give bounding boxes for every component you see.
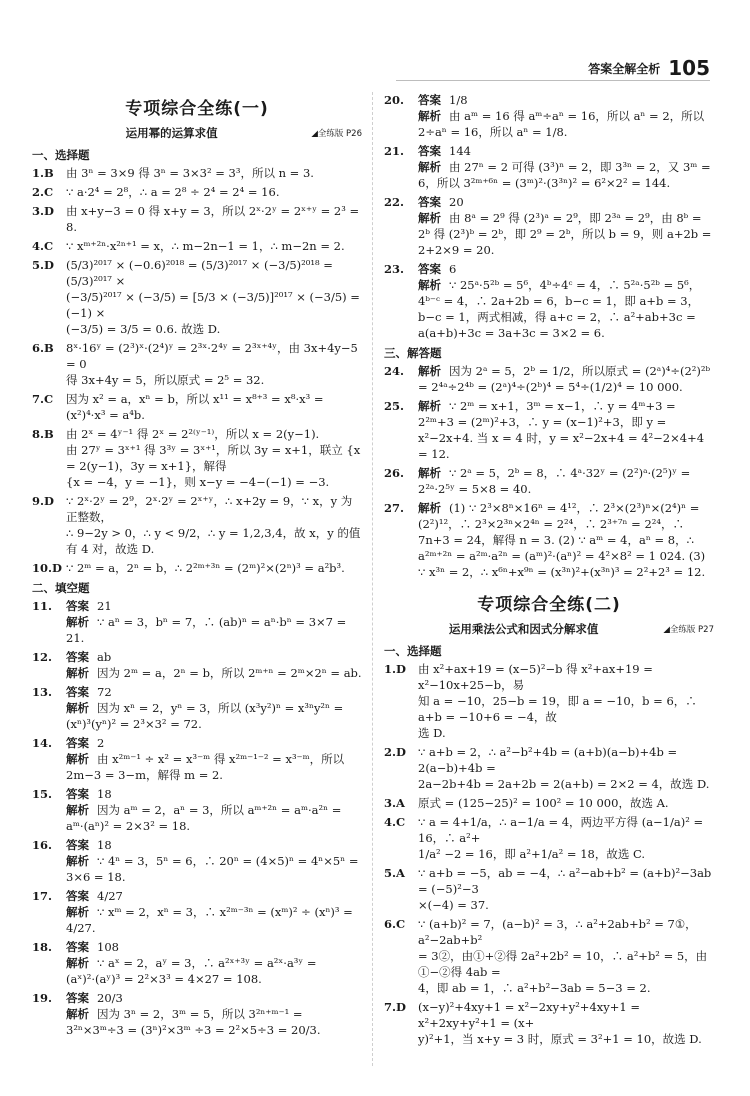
subtitle-1: 运用幂的运算求值 xyxy=(125,126,218,140)
explanation-label: 解析 xyxy=(66,905,89,919)
item-number: 27. xyxy=(384,501,405,515)
item-body xyxy=(66,837,362,885)
item-body xyxy=(66,560,362,576)
item-body xyxy=(418,500,714,580)
answer-line xyxy=(66,684,362,700)
item-number: 15. xyxy=(32,787,53,801)
item-number: 19. xyxy=(32,991,53,1005)
item-line: ∵ xᵐ⁺²ⁿ·x²ⁿ⁺¹ = x，∴ m−2n−1 = 1，∴ m−2n = 2. xyxy=(66,239,345,253)
answer-label: 答案 xyxy=(66,650,89,664)
item-body xyxy=(418,814,714,862)
item-number: 6.C xyxy=(384,917,406,931)
item-body xyxy=(66,391,362,423)
explanation-text: 因为 2ᵃ = 5，2ᵇ = 1/2，所以原式 = (2ᵃ)⁴÷(2²)²ᵇ = 2⁴ᵃ÷2⁴ᵇ = (2ᵃ)⁴÷(2ᵇ)⁴ = 5⁴÷(1/2)⁴ = 10 000. xyxy=(418,364,711,394)
section-heading: 一、选择题 xyxy=(32,148,90,162)
answer-item xyxy=(384,865,714,913)
item-line: 由 3ⁿ = 3×9 得 3ⁿ = 3×3² = 3³，所以 n = 3. xyxy=(66,166,314,180)
answer-item xyxy=(384,143,714,191)
left-sections xyxy=(32,147,362,1038)
item-line: y)²+1，当 x+y = 3 时，原式 = 3²+1 = 10，故选 D. xyxy=(418,1032,702,1046)
section-heading: 三、解答题 xyxy=(384,346,442,360)
answer-line xyxy=(418,92,714,108)
explanation-label: 解析 xyxy=(66,752,89,766)
item-number: 12. xyxy=(32,650,53,664)
answer-label: 答案 xyxy=(66,736,89,750)
answer-item xyxy=(384,744,714,792)
item-line: ∵ a+b = 2，∴ a²−b²+4b = (a+b)(a−b)+4b = 2(a−b)+4b = xyxy=(418,745,678,775)
item-number: 7.C xyxy=(32,392,54,406)
item-line: 由 x+y−3 = 0 得 x+y = 3，所以 2ˣ·2ʸ = 2ˣ⁺ʸ = 2³ = 8. xyxy=(66,204,360,234)
item-number: 13. xyxy=(32,685,53,699)
item-body xyxy=(66,184,362,200)
item-number: 5.A xyxy=(384,866,405,880)
item-number: 5.D xyxy=(32,258,54,272)
item-line: 因为 x² = a，xⁿ = b，所以 x¹¹ = x⁸⁺³ = x⁸·x³ = (x²)⁴·x³ = a⁴b. xyxy=(66,392,324,422)
explanation-text: ∵ 2ᵐ = x+1，3ᵐ = x−1，∴ y = 4ᵐ+3 = 2²ᵐ+3 = (2ᵐ)²+3，∴ y = (x−1)²+3，即 y = x²−2x+4. 当 x = 4 时，y = x²−2x+4 = 4²−2×4+4 = 12. xyxy=(418,399,705,461)
item-line: ∵ a+b = −5，ab = −4，∴ a²−ab+b² = (a+b)²−3ab = (−5)²−3 xyxy=(418,866,712,896)
item-line: ∴ 9−2y > 0，∴ y < 9/2，∴ y = 1,2,3,4，故 x，y 的值有 4 对，故选 D. xyxy=(66,526,361,556)
item-line: ∵ a = 4+1/a，∴ a−1/a = 4，两边平方得 (a−1/a)² = 16，∴ a²+ xyxy=(418,815,704,845)
item-number: 10.D xyxy=(32,561,62,575)
item-number: 2.D xyxy=(384,745,406,759)
item-body xyxy=(418,465,714,497)
item-number: 24. xyxy=(384,364,405,378)
item-body xyxy=(418,795,714,811)
item-number: 8.B xyxy=(32,427,54,441)
answer-label: 答案 xyxy=(418,195,441,209)
answer-item xyxy=(384,999,714,1047)
explanation-label: 解析 xyxy=(418,109,441,123)
right-section4 xyxy=(384,643,714,1047)
item-body xyxy=(66,598,362,646)
answer-item xyxy=(32,257,362,337)
item-body xyxy=(66,888,362,936)
item-number: 26. xyxy=(384,466,405,480)
page-header xyxy=(588,56,710,80)
item-body xyxy=(66,786,362,834)
item-number: 1.B xyxy=(32,166,54,180)
explanation-label: 解析 xyxy=(66,854,89,868)
reference-tag-1: ◢全练版 P26 xyxy=(311,129,362,139)
answer-item xyxy=(32,203,362,235)
explanation-text: 由 x²ᵐ⁻¹ ÷ x² = x³⁻ᵐ 得 x²ᵐ⁻¹⁻² = x³⁻ᵐ，所以 2m−3 = 3−m，解得 m = 2. xyxy=(66,752,345,782)
answer-item xyxy=(384,661,714,741)
explanation-label: 解析 xyxy=(418,466,441,480)
item-body xyxy=(418,92,714,140)
item-body xyxy=(66,735,362,783)
explanation-label: 解析 xyxy=(418,211,441,225)
section-title-1: 专项综合全练(一) xyxy=(125,99,269,119)
explanation-line xyxy=(66,700,362,732)
answer-value: 4/27 xyxy=(97,889,123,903)
item-number: 1.D xyxy=(384,662,406,676)
item-body xyxy=(66,990,362,1038)
answer-value: 18 xyxy=(97,838,112,852)
explanation-line xyxy=(66,904,362,936)
explanation-line xyxy=(418,159,714,191)
answer-line xyxy=(66,837,362,853)
item-body xyxy=(66,649,362,681)
answer-value: 18 xyxy=(97,787,112,801)
answer-item xyxy=(384,92,714,140)
explanation-line xyxy=(418,465,714,497)
answer-item xyxy=(32,560,362,576)
answer-item xyxy=(384,500,714,580)
explanation-label: 解析 xyxy=(66,701,89,715)
subtitle-row-1 xyxy=(32,125,362,141)
subtitle-row-2 xyxy=(384,621,714,637)
answer-value: 21 xyxy=(97,599,112,613)
explanation-text: 因为 3ⁿ = 2，3ᵐ = 5，所以 3²ⁿ⁺ᵐ⁻¹ = 3²ⁿ×3ᵐ÷3 = (3ⁿ)²×3ᵐ ÷3 = 2²×5÷3 = 20/3. xyxy=(66,1007,321,1037)
explanation-text: 因为 aᵐ = 2，aⁿ = 3，所以 aᵐ⁺²ⁿ = aᵐ·a²ⁿ = aᵐ·(aⁿ)² = 2×3² = 18. xyxy=(66,803,342,833)
item-body xyxy=(418,744,714,792)
item-number: 3.A xyxy=(384,796,405,810)
reference-tag-2: ◢全练版 P27 xyxy=(663,625,714,635)
item-number: 17. xyxy=(32,889,53,903)
item-number: 16. xyxy=(32,838,53,852)
item-line: ×(−4) = 37. xyxy=(418,898,489,912)
answer-item xyxy=(384,398,714,462)
page-number: 105 xyxy=(668,56,710,80)
explanation-line xyxy=(66,955,362,987)
answer-item xyxy=(384,465,714,497)
answer-value: 2 xyxy=(97,736,105,750)
explanation-line xyxy=(66,614,362,646)
item-body xyxy=(418,999,714,1047)
answer-item xyxy=(32,391,362,423)
answer-line xyxy=(66,786,362,802)
explanation-label: 解析 xyxy=(66,666,89,680)
answer-item xyxy=(384,814,714,862)
explanation-line xyxy=(66,751,362,783)
answer-line xyxy=(418,143,714,159)
item-body xyxy=(66,257,362,337)
answer-line xyxy=(418,261,714,277)
answer-label: 答案 xyxy=(418,93,441,107)
answer-line xyxy=(66,990,362,1006)
explanation-label: 解析 xyxy=(418,364,441,378)
header-label: 答案全解全析 xyxy=(588,61,661,76)
explanation-text: 由 8ᵃ = 2⁹ 得 (2³)ᵃ = 2⁹，即 2³ᵃ = 2⁹，由 8ᵇ = 2ᵇ 得 (2³)ᵇ = 2ᵇ，即 2⁹ = 2ᵇ，所以 b = 9，则 a+2b = 2+2×9 = 20. xyxy=(418,211,712,257)
item-number: 4.C xyxy=(384,815,406,829)
explanation-label: 解析 xyxy=(66,1007,89,1021)
item-body xyxy=(418,261,714,341)
item-body xyxy=(418,363,714,395)
item-line: 由 x²+ax+19 = (x−5)²−b 得 x²+ax+19 = x²−10x+25−b，易 xyxy=(418,662,653,692)
answer-item xyxy=(32,340,362,388)
item-line: 由 2ˣ = 4ʸ⁻¹ 得 2ˣ = 2²⁽ʸ⁻¹⁾，所以 x = 2(y−1). xyxy=(66,427,320,441)
explanation-line xyxy=(418,277,714,341)
answer-value: 144 xyxy=(449,144,471,158)
item-line: 知 a = −10，25−b = 19，即 a = −10，b = 6，∴ a+b = −10+6 = −4，故 xyxy=(418,694,697,724)
answer-line xyxy=(418,194,714,210)
item-number: 14. xyxy=(32,736,53,750)
explanation-label: 解析 xyxy=(418,278,441,292)
item-number: 3.D xyxy=(32,204,54,218)
explanation-label: 解析 xyxy=(418,399,441,413)
explanation-text: 由 27ⁿ = 2 可得 (3³)ⁿ = 2，即 3³ⁿ = 2，又 3ᵐ = 6，所以 3²ᵐ⁺⁶ⁿ = (3ᵐ)²·(3³ⁿ)² = 6²×2² = 144. xyxy=(418,160,711,190)
answer-item xyxy=(32,426,362,490)
answer-item xyxy=(32,684,362,732)
answer-item xyxy=(32,939,362,987)
item-line: 由 27ʸ = 3ˣ⁺¹ 得 3³ʸ = 3ˣ⁺¹，所以 3y = x+1，联立 {x = 2(y−1)，3y = x+1}，解得 xyxy=(66,443,361,473)
explanation-line xyxy=(418,108,714,140)
explanation-text: ∵ aⁿ = 3，bⁿ = 7，∴ (ab)ⁿ = aⁿ·bⁿ = 3×7 = 21. xyxy=(66,615,347,645)
right-items-top xyxy=(384,92,714,341)
answer-value: 1/8 xyxy=(449,93,468,107)
item-line: 2a−2b+4b = 2a+2b = 2(a+b) = 2×2 = 4，故选 D. xyxy=(418,777,710,791)
explanation-line xyxy=(418,363,714,395)
explanation-text: ∵ aˣ = 2，aʸ = 3，∴ a²ˣ⁺³ʸ = a²ˣ·a³ʸ = (aˣ)²·(aʸ)³ = 2²×3³ = 4×27 = 108. xyxy=(66,956,317,986)
column-divider xyxy=(372,92,373,1066)
answer-item xyxy=(32,184,362,200)
answer-value: 108 xyxy=(97,940,119,954)
answer-label: 答案 xyxy=(418,144,441,158)
explanation-line xyxy=(418,500,714,580)
answer-item xyxy=(32,165,362,181)
item-number: 6.B xyxy=(32,341,54,355)
explanation-label: 解析 xyxy=(66,956,89,970)
item-line: 8ˣ·16ʸ = (2³)ˣ·(2⁴)ʸ = 2³ˣ·2⁴ʸ = 2³ˣ⁺⁴ʸ，由 3x+4y−5 = 0 xyxy=(66,341,358,371)
answer-line xyxy=(66,598,362,614)
explanation-label: 解析 xyxy=(418,160,441,174)
item-line: 1/a² −2 = 16，即 a²+1/a² = 18，故选 C. xyxy=(418,847,646,861)
item-line: = 3②，由①+②得 2a²+2b² = 10，∴ a²+b² = 5，由①−②得 4ab = xyxy=(418,949,708,979)
answer-item xyxy=(32,238,362,254)
section-heading: 二、填空题 xyxy=(32,581,90,595)
explanation-text: ∵ xᵐ = 2，xⁿ = 3，∴ x²ᵐ⁻³ⁿ = (xᵐ)² ÷ (xⁿ)³ = 4/27. xyxy=(66,905,353,935)
answer-item xyxy=(384,261,714,341)
item-body xyxy=(66,165,362,181)
item-line: 选 D. xyxy=(418,726,446,740)
explanation-label: 解析 xyxy=(66,803,89,817)
item-body xyxy=(66,684,362,732)
item-number: 22. xyxy=(384,195,405,209)
answer-item xyxy=(32,837,362,885)
item-line: (5/3)²⁰¹⁷ × (−0.6)²⁰¹⁸ = (5/3)²⁰¹⁷ × (−3/5)²⁰¹⁸ = (5/3)²⁰¹⁷ × xyxy=(66,258,333,288)
answer-value: 6 xyxy=(449,262,457,276)
item-number: 9.D xyxy=(32,494,54,508)
item-line: {x = −4，y = −1}，则 x−y = −4−(−1) = −3. xyxy=(66,475,330,489)
answer-line xyxy=(66,735,362,751)
answer-label: 答案 xyxy=(66,685,89,699)
item-number: 7.D xyxy=(384,1000,406,1014)
explanation-line xyxy=(66,853,362,885)
answer-item xyxy=(32,735,362,783)
item-number: 4.C xyxy=(32,239,54,253)
answer-item xyxy=(32,598,362,646)
item-body xyxy=(66,939,362,987)
explanation-text: ∵ 4ⁿ = 3，5ⁿ = 6，∴ 20ⁿ = (4×5)ⁿ = 4ⁿ×5ⁿ = 3×6 = 18. xyxy=(66,854,359,884)
explanation-text: ∵ 25ᵃ·5²ᵇ = 5⁶，4ᵇ÷4ᶜ = 4，∴ 5²ᵃ·5²ᵇ = 5⁶，4ᵇ⁻ᶜ = 4，∴ 2a+2b = 6，b−c = 1，即 a+b = 3，b−c = 1，两式相减，得 a+c = 2，∴ a²+ab+3c = a(a+b)+3c = 3a+3c = 3×2 = 6. xyxy=(418,278,701,340)
item-body xyxy=(66,426,362,490)
item-number: 23. xyxy=(384,262,405,276)
explanation-text: (1) ∵ 2³×8ⁿ×16ⁿ = 4¹²，∴ 2³×(2³)ⁿ×(2⁴)ⁿ = (2²)¹²，∴ 2³×2³ⁿ×2⁴ⁿ = 2²⁴，∴ 2³⁺⁷ⁿ = 2²⁴，∴ 7n+3 = 24，解得 n = 3. (2) ∵ aᵐ = 4，aⁿ = 8，∴ a²ᵐ⁺²ⁿ = a²ᵐ·a²ⁿ = (aᵐ)²·(aⁿ)² = 4²×8² = 1 024. (3) ∵ x³ⁿ = 2，∴ x⁶ⁿ+x⁹ⁿ = (x³ⁿ)²+(x³ⁿ)³ = 2²+2³ = 12. xyxy=(418,501,706,579)
answer-item xyxy=(32,990,362,1038)
answer-value: 20/3 xyxy=(97,991,123,1005)
explanation-line xyxy=(66,1006,362,1038)
explanation-line xyxy=(66,802,362,834)
explanation-text: 因为 2ᵐ = a，2ⁿ = b，所以 2ᵐ⁺ⁿ = 2ᵐ×2ⁿ = ab. xyxy=(97,666,362,680)
item-line: ∵ 2ᵐ = a，2ⁿ = b，∴ 2²ᵐ⁺³ⁿ = (2ᵐ)²×(2ⁿ)³ = a²b³. xyxy=(66,561,345,575)
item-body xyxy=(418,194,714,258)
answer-label: 答案 xyxy=(66,787,89,801)
right-column xyxy=(384,92,714,1076)
item-line: 得 3x+4y = 5，所以原式 = 2⁵ = 32. xyxy=(66,373,265,387)
answer-label: 答案 xyxy=(66,838,89,852)
answer-value: ab xyxy=(97,650,112,664)
item-body xyxy=(418,398,714,462)
item-body xyxy=(66,493,362,557)
item-body xyxy=(418,865,714,913)
item-line: ∵ 2ˣ·2ʸ = 2⁹，2ˣ·2ʸ = 2ˣ⁺ʸ，∴ x+2y = 9，∵ x，y 为正整数， xyxy=(66,494,353,524)
explanation-line xyxy=(418,398,714,462)
item-number: 20. xyxy=(384,93,405,107)
item-line: (−3/5)²⁰¹⁷ × (−3/5) = [5/3 × (−3/5)]²⁰¹⁷ × (−3/5) = (−1) × xyxy=(66,290,360,320)
item-line: ∵ a·2⁴ = 2⁸，∴ a = 2⁸ ÷ 2⁴ = 2⁴ = 16. xyxy=(66,185,280,199)
item-line: (−3/5) = 3/5 = 0.6. 故选 D. xyxy=(66,322,221,336)
explanation-line xyxy=(418,210,714,258)
answer-item xyxy=(384,363,714,395)
answer-label: 答案 xyxy=(418,262,441,276)
answer-item xyxy=(32,493,362,557)
right-section3 xyxy=(384,345,714,580)
item-number: 2.C xyxy=(32,185,54,199)
answer-item xyxy=(32,786,362,834)
item-body xyxy=(66,340,362,388)
answer-label: 答案 xyxy=(66,991,89,1005)
item-body xyxy=(66,238,362,254)
answer-label: 答案 xyxy=(66,940,89,954)
item-body xyxy=(418,916,714,996)
header-rule xyxy=(396,80,710,81)
item-number: 11. xyxy=(32,599,53,613)
answer-item xyxy=(32,649,362,681)
item-line: (x−y)²+4xy+1 = x²−2xy+y²+4xy+1 = x²+2xy+y²+1 = (x+ xyxy=(418,1000,640,1030)
explanation-text: 因为 xⁿ = 2，yⁿ = 3，所以 (x³y²)ⁿ = x³ⁿy²ⁿ = (xⁿ)³(yⁿ)² = 2³×3² = 72. xyxy=(66,701,344,731)
answer-item xyxy=(384,795,714,811)
answer-value: 72 xyxy=(97,685,112,699)
item-number: 25. xyxy=(384,399,405,413)
answer-item xyxy=(384,194,714,258)
item-body xyxy=(418,143,714,191)
answer-value: 20 xyxy=(449,195,464,209)
item-body xyxy=(418,661,714,741)
answer-item xyxy=(32,888,362,936)
item-line: 原式 = (125−25)² = 100² = 10 000，故选 A. xyxy=(418,796,669,810)
section-title-2: 专项综合全练(二) xyxy=(477,595,621,615)
left-column xyxy=(32,92,362,1076)
explanation-label: 解析 xyxy=(418,501,441,515)
item-body xyxy=(66,203,362,235)
explanation-line xyxy=(66,665,362,681)
item-number: 21. xyxy=(384,144,405,158)
answer-line xyxy=(66,649,362,665)
answer-line xyxy=(66,939,362,955)
answer-line xyxy=(66,888,362,904)
item-line: 4，即 ab = 1，∴ a²+b²−3ab = 5−3 = 2. xyxy=(418,981,651,995)
answer-label: 答案 xyxy=(66,889,89,903)
item-number: 18. xyxy=(32,940,53,954)
answer-label: 答案 xyxy=(66,599,89,613)
item-line: ∵ (a+b)² = 7，(a−b)² = 3，∴ a²+2ab+b² = 7①，a²−2ab+b² xyxy=(418,917,697,947)
explanation-text: ∵ 2ᵃ = 5，2ᵇ = 8，∴ 4ᵃ·32ʸ = (2²)ᵃ·(2⁵)ʸ = 2²ᵃ·2⁵ʸ = 5×8 = 40. xyxy=(418,466,691,496)
explanation-label: 解析 xyxy=(66,615,89,629)
answer-item xyxy=(384,916,714,996)
subtitle-2: 运用乘法公式和因式分解求值 xyxy=(448,622,599,636)
explanation-text: 由 aᵐ = 16 得 aᵐ÷aⁿ = 16，所以 aⁿ = 2，所以 2÷aⁿ = 16，所以 aⁿ = 1/8. xyxy=(418,109,705,139)
section-heading: 一、选择题 xyxy=(384,644,442,658)
